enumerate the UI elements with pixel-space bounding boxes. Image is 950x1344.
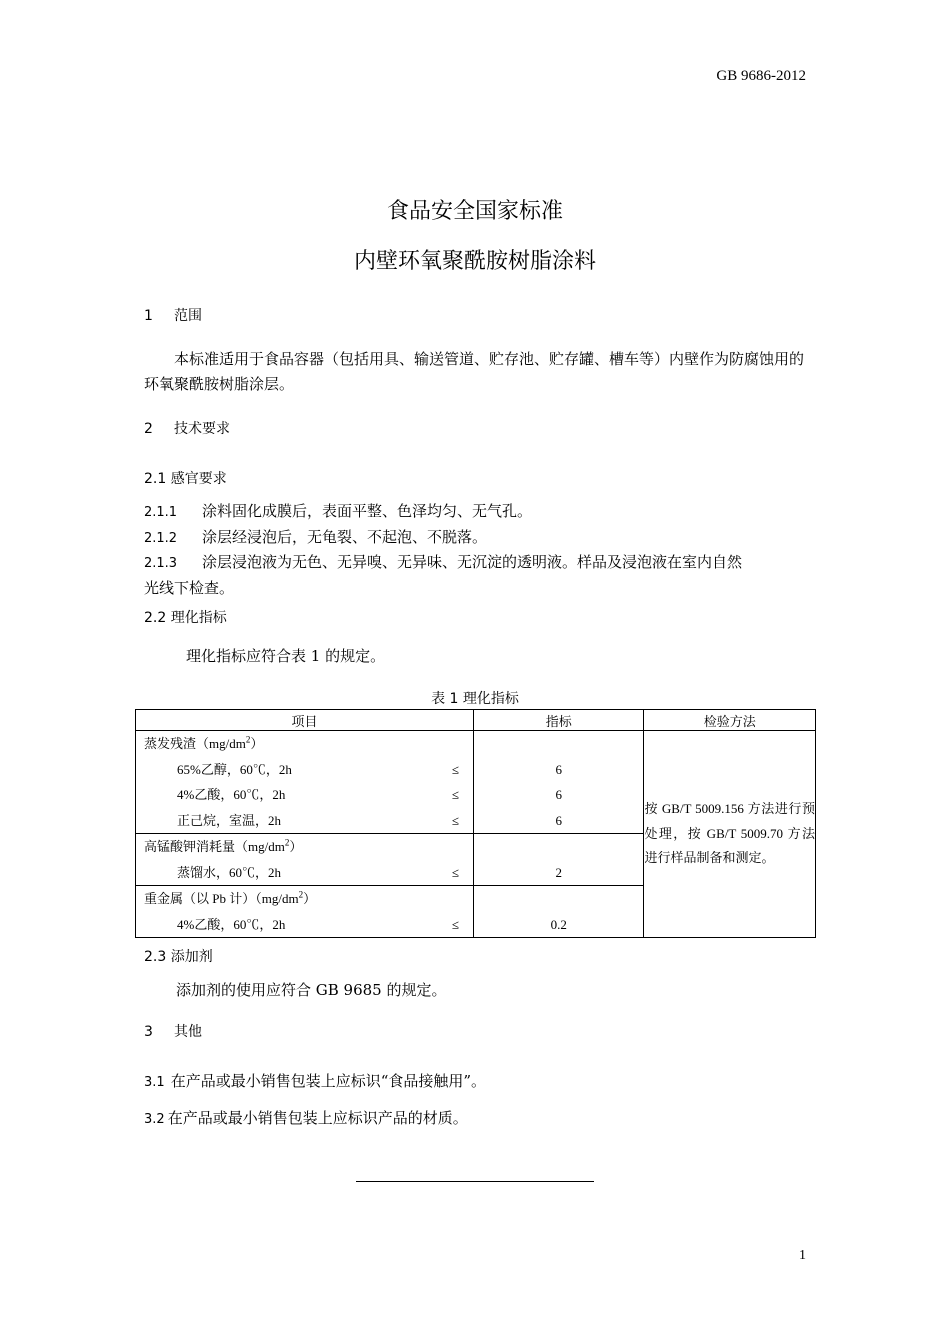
item-text: 涂层浸泡液为无色、无异嗅、无异味、无沉淀的透明液。样品及浸泡液在室内自然 [202, 553, 743, 571]
standard-number: GB 9686-2012 [716, 68, 806, 84]
section-3-heading [144, 1021, 202, 1041]
item-number: 3.2 [144, 1112, 165, 1127]
table-row: 正己烷，室温，2h ≤ [177, 812, 460, 828]
table-row: 4%乙酸，60℃，2h ≤ [177, 916, 460, 932]
table-header-method: 检验方法 [644, 710, 816, 731]
end-rule [356, 1181, 594, 1182]
section-1-heading [144, 305, 202, 325]
item-text: 涂层经浸泡后，无龟裂、不起泡、不脱落。 [202, 528, 488, 546]
group-title: 蒸发残渣$(mg/dm^2)$ [144, 734, 264, 751]
section-number: 2 [144, 421, 153, 437]
table-group-permanganate-values [474, 834, 644, 886]
group-title: 重金属（以 Pb 计）$(mg/dm^2)$ [144, 889, 317, 906]
section-number: 3 [144, 1024, 153, 1040]
item-2-1-2 [144, 526, 487, 547]
table-group-permanganate [136, 834, 474, 886]
document-title-line1: 食品安全国家标准 [386, 199, 563, 224]
index-value: 6 [555, 812, 562, 828]
item-text: 在产品或最小销售包装上应标识产品的材质。 [167, 1109, 468, 1127]
section-2-2-heading: 2.2 理化指标 [144, 610, 227, 626]
index-value: 0.2 [550, 916, 567, 932]
section-number: 1 [144, 308, 153, 324]
section-2-heading [144, 418, 230, 438]
group-title: 高锰酸钾消耗量$(mg/dm^2)$ [144, 837, 303, 854]
section-1-body: 本标准适用于食品容器（包括用具、输送管道、贮存池、贮存罐、槽车等）内壁作为防腐蚀用的环氧聚酰胺树脂涂层。 [144, 350, 805, 393]
table-group-heavy-metals-values [474, 886, 644, 938]
page-number: 1 [799, 1248, 806, 1263]
item-3-1 [144, 1070, 486, 1091]
section-2-3-heading: 2.3 添加剂 [144, 949, 213, 965]
item-2-1-3-continuation: 光线下检查。 [144, 579, 235, 597]
section-title: 技术要求 [174, 421, 230, 437]
item-number: 2.1.3 [144, 556, 178, 571]
section-2-2-body: 理化指标应符合表 1 的规定。 [186, 647, 386, 665]
item-number: 2.1.1 [144, 505, 178, 520]
item-number: 2.1.2 [144, 531, 178, 546]
index-value: 6 [555, 787, 562, 802]
table-header-item: 项目 [136, 710, 474, 731]
index-value: 6 [555, 761, 562, 777]
section-title: 范围 [174, 308, 202, 324]
table-1 [135, 709, 816, 938]
table-group-heavy-metals [136, 886, 474, 938]
table-group-evaporation-residue [136, 731, 474, 834]
table-row: 4%乙酸，60℃，2h ≤ [177, 787, 460, 802]
table-row: 65%乙醇，60℃，2h ≤ [177, 761, 460, 777]
table-header-index: 指标 [474, 710, 644, 731]
table-1-caption: 表 1 理化指标 [431, 691, 519, 707]
item-2-1-3 [144, 551, 742, 572]
table-row: 蒸馏水，60℃，2h ≤ [177, 864, 460, 880]
item-2-1-1 [144, 500, 532, 521]
item-number: 3.1 [144, 1075, 165, 1090]
test-method-cell: 按 GB/T 5009.156 方法进行预处理，按 GB/T 5009.70 方法进行样品制备和测定。 [644, 731, 816, 938]
item-3-2 [144, 1107, 468, 1128]
section-title: 其他 [174, 1024, 202, 1040]
item-text: 涂料固化成膜后，表面平整、色泽均匀、无气孔。 [202, 502, 533, 520]
section-2-3-body: 添加剂的使用应符合 GB 9685 的规定。 [176, 981, 447, 999]
index-value: 2 [555, 864, 562, 880]
document-title-line2: 内壁环氧聚酰胺树脂涂料 [353, 249, 596, 274]
table-group-evaporation-residue-values [474, 731, 644, 834]
item-text: 在产品或最小销售包装上应标识“食品接触用”。 [170, 1072, 487, 1090]
section-2-1-heading: 2.1 感官要求 [144, 471, 227, 487]
